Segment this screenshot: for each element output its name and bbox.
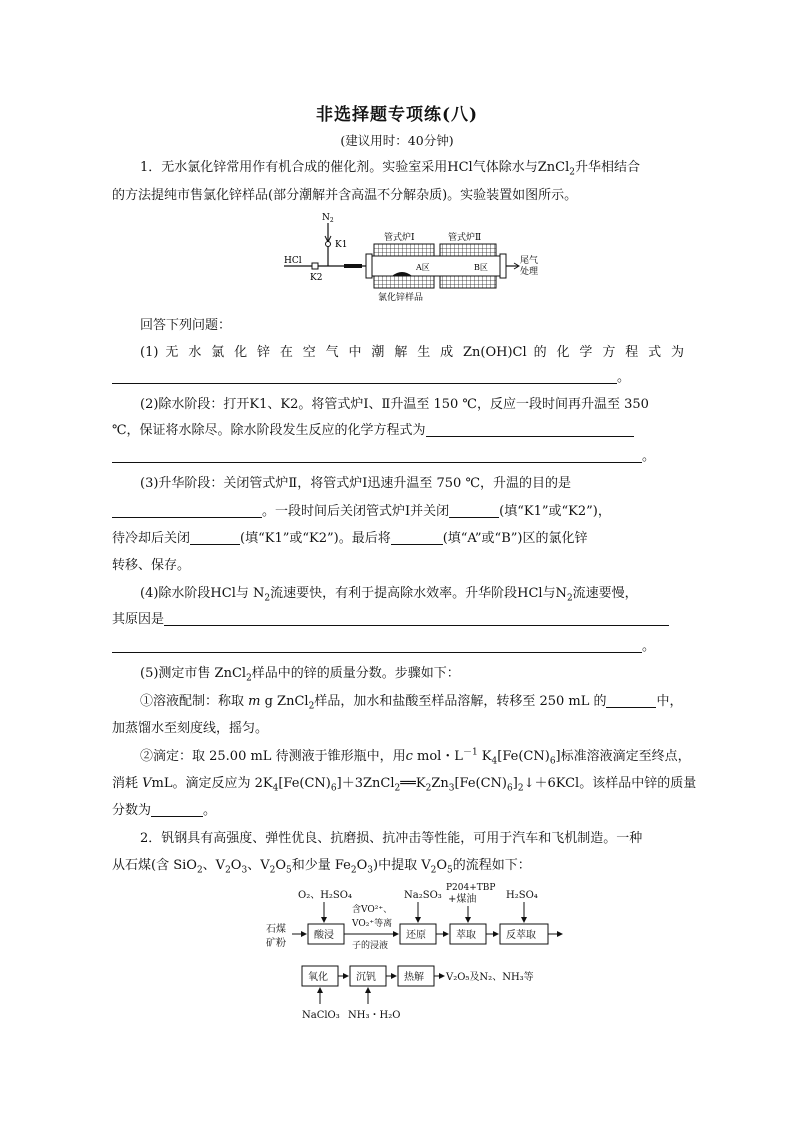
q2-flowchart bbox=[262, 878, 572, 1026]
answer-blank[interactable] bbox=[449, 503, 499, 518]
reagent-p204-tbp: P204+TBP bbox=[446, 883, 496, 893]
step-back-extract: 反萃取 bbox=[506, 930, 536, 941]
answer-blank[interactable] bbox=[426, 422, 634, 437]
q2-intro-line-2: 从石煤(含 SiO$_2$、$V_2O_3$、$V_2O_5$和少量 $Fe_2O_3$)中提取 $V_2O_5$的流程如下： bbox=[112, 858, 531, 876]
q1-part-3-line-4: 转移、保存。 bbox=[112, 558, 191, 573]
tail-treatment-label: 处理 bbox=[520, 267, 539, 277]
page-subtitle: (建议用时：40分钟) bbox=[340, 133, 454, 148]
q2-intro-line-1: 2．钒钢具有高强度、弹性优良、抗磨损、抗冲击等性能，可用于汽车和飞机制造。一种 bbox=[140, 831, 643, 846]
k1-label: K1 bbox=[335, 240, 348, 250]
q1-intro-line-1: 1．无水氯化锌常用作有机合成的催化剂。实验室采用HCl气体除水与ZnCl$_2$升华相结合 bbox=[140, 160, 640, 178]
answer-blank[interactable] bbox=[112, 503, 262, 518]
reagent-h2so4: H₂SO₄ bbox=[506, 890, 538, 901]
q1-part-5-step-1: ①溶液配制：称取 m g ZnCl$_2$样品，加水和盐酸至样品溶解，转移至 250 mL 的 中， bbox=[140, 694, 683, 712]
sample-label: 氯化锌样品 bbox=[378, 293, 424, 303]
reagent-ammonia: NH₃・H₂O bbox=[348, 1010, 401, 1021]
q1-part-4-line-2: 其原因是 bbox=[112, 610, 684, 630]
leach-liquor-line-2: VO₂⁺等离 bbox=[352, 919, 393, 929]
step-extract: 萃取 bbox=[456, 930, 476, 941]
q1-part-3-line-2: 。一段时间后关闭管式炉Ⅰ并关闭 (填“K1”或“K2”)， bbox=[112, 502, 684, 522]
leach-liquor-line-3: 子的浸液 bbox=[352, 941, 389, 951]
reagent-o2-h2so4: O₂、H₂SO₄ bbox=[298, 890, 352, 901]
hcl-label: HCl bbox=[284, 256, 302, 266]
step-precipitate: 沉钒 bbox=[356, 972, 376, 983]
step-reduce: 还原 bbox=[406, 930, 426, 941]
q1-part-5-step-2-end: 分数为 。 bbox=[112, 803, 217, 818]
furnace-1-label: 管式炉Ⅰ bbox=[384, 233, 415, 243]
q1-intro-line-2: 的方法提纯市售氯化锌样品(部分潮解并含高温不分解杂质)。实验装置如图所示。 bbox=[112, 188, 578, 203]
reagent-na2so3: Na₂SO₃ bbox=[404, 890, 442, 901]
answer-blank[interactable] bbox=[164, 611, 669, 626]
page-title: 非选择题专项练(八) bbox=[315, 105, 479, 125]
step-acid-leach: 酸浸 bbox=[314, 930, 334, 941]
reagent-kerosene: +煤油 bbox=[448, 894, 477, 905]
q1-part-2-line-2: ℃，保证将水除尽。除水阶段发生反应的化学方程式为 bbox=[112, 421, 684, 441]
answer-blank[interactable] bbox=[112, 638, 642, 653]
leach-liquor-line-1: 含VO²⁺、 bbox=[352, 905, 393, 915]
step-oxidize: 氧化 bbox=[308, 972, 328, 983]
tail-gas-label: 尾气 bbox=[520, 256, 539, 266]
n2-label: $N_2$ bbox=[322, 213, 334, 224]
step-pyrolysis: 热解 bbox=[404, 972, 424, 983]
answer-blank[interactable] bbox=[606, 693, 656, 708]
k2-label: K2 bbox=[310, 273, 323, 283]
q1-part-5-step-1-cont: 加蒸馏水至刻度线，摇匀。 bbox=[112, 721, 269, 736]
answer-blank[interactable] bbox=[112, 448, 642, 463]
q1-apparatus-figure bbox=[278, 208, 548, 304]
furnace-2-label: 管式炉Ⅱ bbox=[448, 233, 482, 243]
q1-part-4-line-3: 。 bbox=[112, 637, 684, 657]
answer-blank[interactable] bbox=[151, 802, 203, 817]
answer-blank[interactable] bbox=[112, 369, 617, 384]
answer-blank[interactable] bbox=[391, 530, 443, 545]
q1-part-2-line-1: (2)除水阶段：打开K1、K2。将管式炉Ⅰ、Ⅱ升温至 150 ℃，反应一段时间再升温至 350 bbox=[140, 397, 649, 412]
zone-b-label: B区 bbox=[474, 263, 488, 272]
q1-part-3-line-3: 待冷却后关闭 (填“K1”或“K2”)。最后将 (填“A”或“B”)区的氯化锌 bbox=[112, 531, 588, 546]
q1-part-5-step-2: ②滴定：取 25.00 mL 待测液于锥形瓶中，用c mol・$L^{-1}$ $K_4[Fe(CN)_6]$标准溶液滴定至终点， bbox=[140, 747, 691, 767]
q1-part-3-line-1: (3)升华阶段：关闭管式炉Ⅱ，将管式炉Ⅰ迅速升温至 750 ℃，升温的目的是 bbox=[140, 476, 572, 491]
q1-part-2-line-3: 。 bbox=[112, 447, 684, 467]
zone-a-label: A区 bbox=[416, 263, 430, 272]
q1-part-5-line-1: (5)测定市售 ZnCl$_2$样品中的锌的质量分数。步骤如下： bbox=[140, 666, 460, 684]
q1-part-4-line-1: (4)除水阶段HCl与 $N_2$流速要快，有利于提高除水效率。升华阶段HCl与$N_2$流速要慢， bbox=[140, 586, 638, 604]
reagent-naclo3: NaClO₃ bbox=[302, 1010, 340, 1021]
raw-material-label-2: 矿粉 bbox=[266, 938, 286, 949]
answer-blank[interactable] bbox=[190, 530, 240, 545]
q1-part-1: (1) 无 水 氯 化 锌 在 空 气 中 潮 解 生 成 Zn(OH)Cl 的 化 学 方 程 式 为 bbox=[140, 345, 684, 360]
raw-material-label-1: 石煤 bbox=[266, 924, 286, 935]
q1-part-5-step-2-cont: 消耗 VmL。滴定反应为 $2K_4[Fe(CN)_6]+3ZnCl_2══K_2Zn_3[Fe(CN)_6]_2↓+6KCl$。该样品中锌的质量 bbox=[112, 776, 697, 794]
q1-part-1-answer: 。 bbox=[112, 368, 684, 388]
products-label: V₂O₅及N₂、NH₃等 bbox=[446, 972, 534, 983]
q1-answer-prompt: 回答下列问题： bbox=[140, 318, 232, 333]
